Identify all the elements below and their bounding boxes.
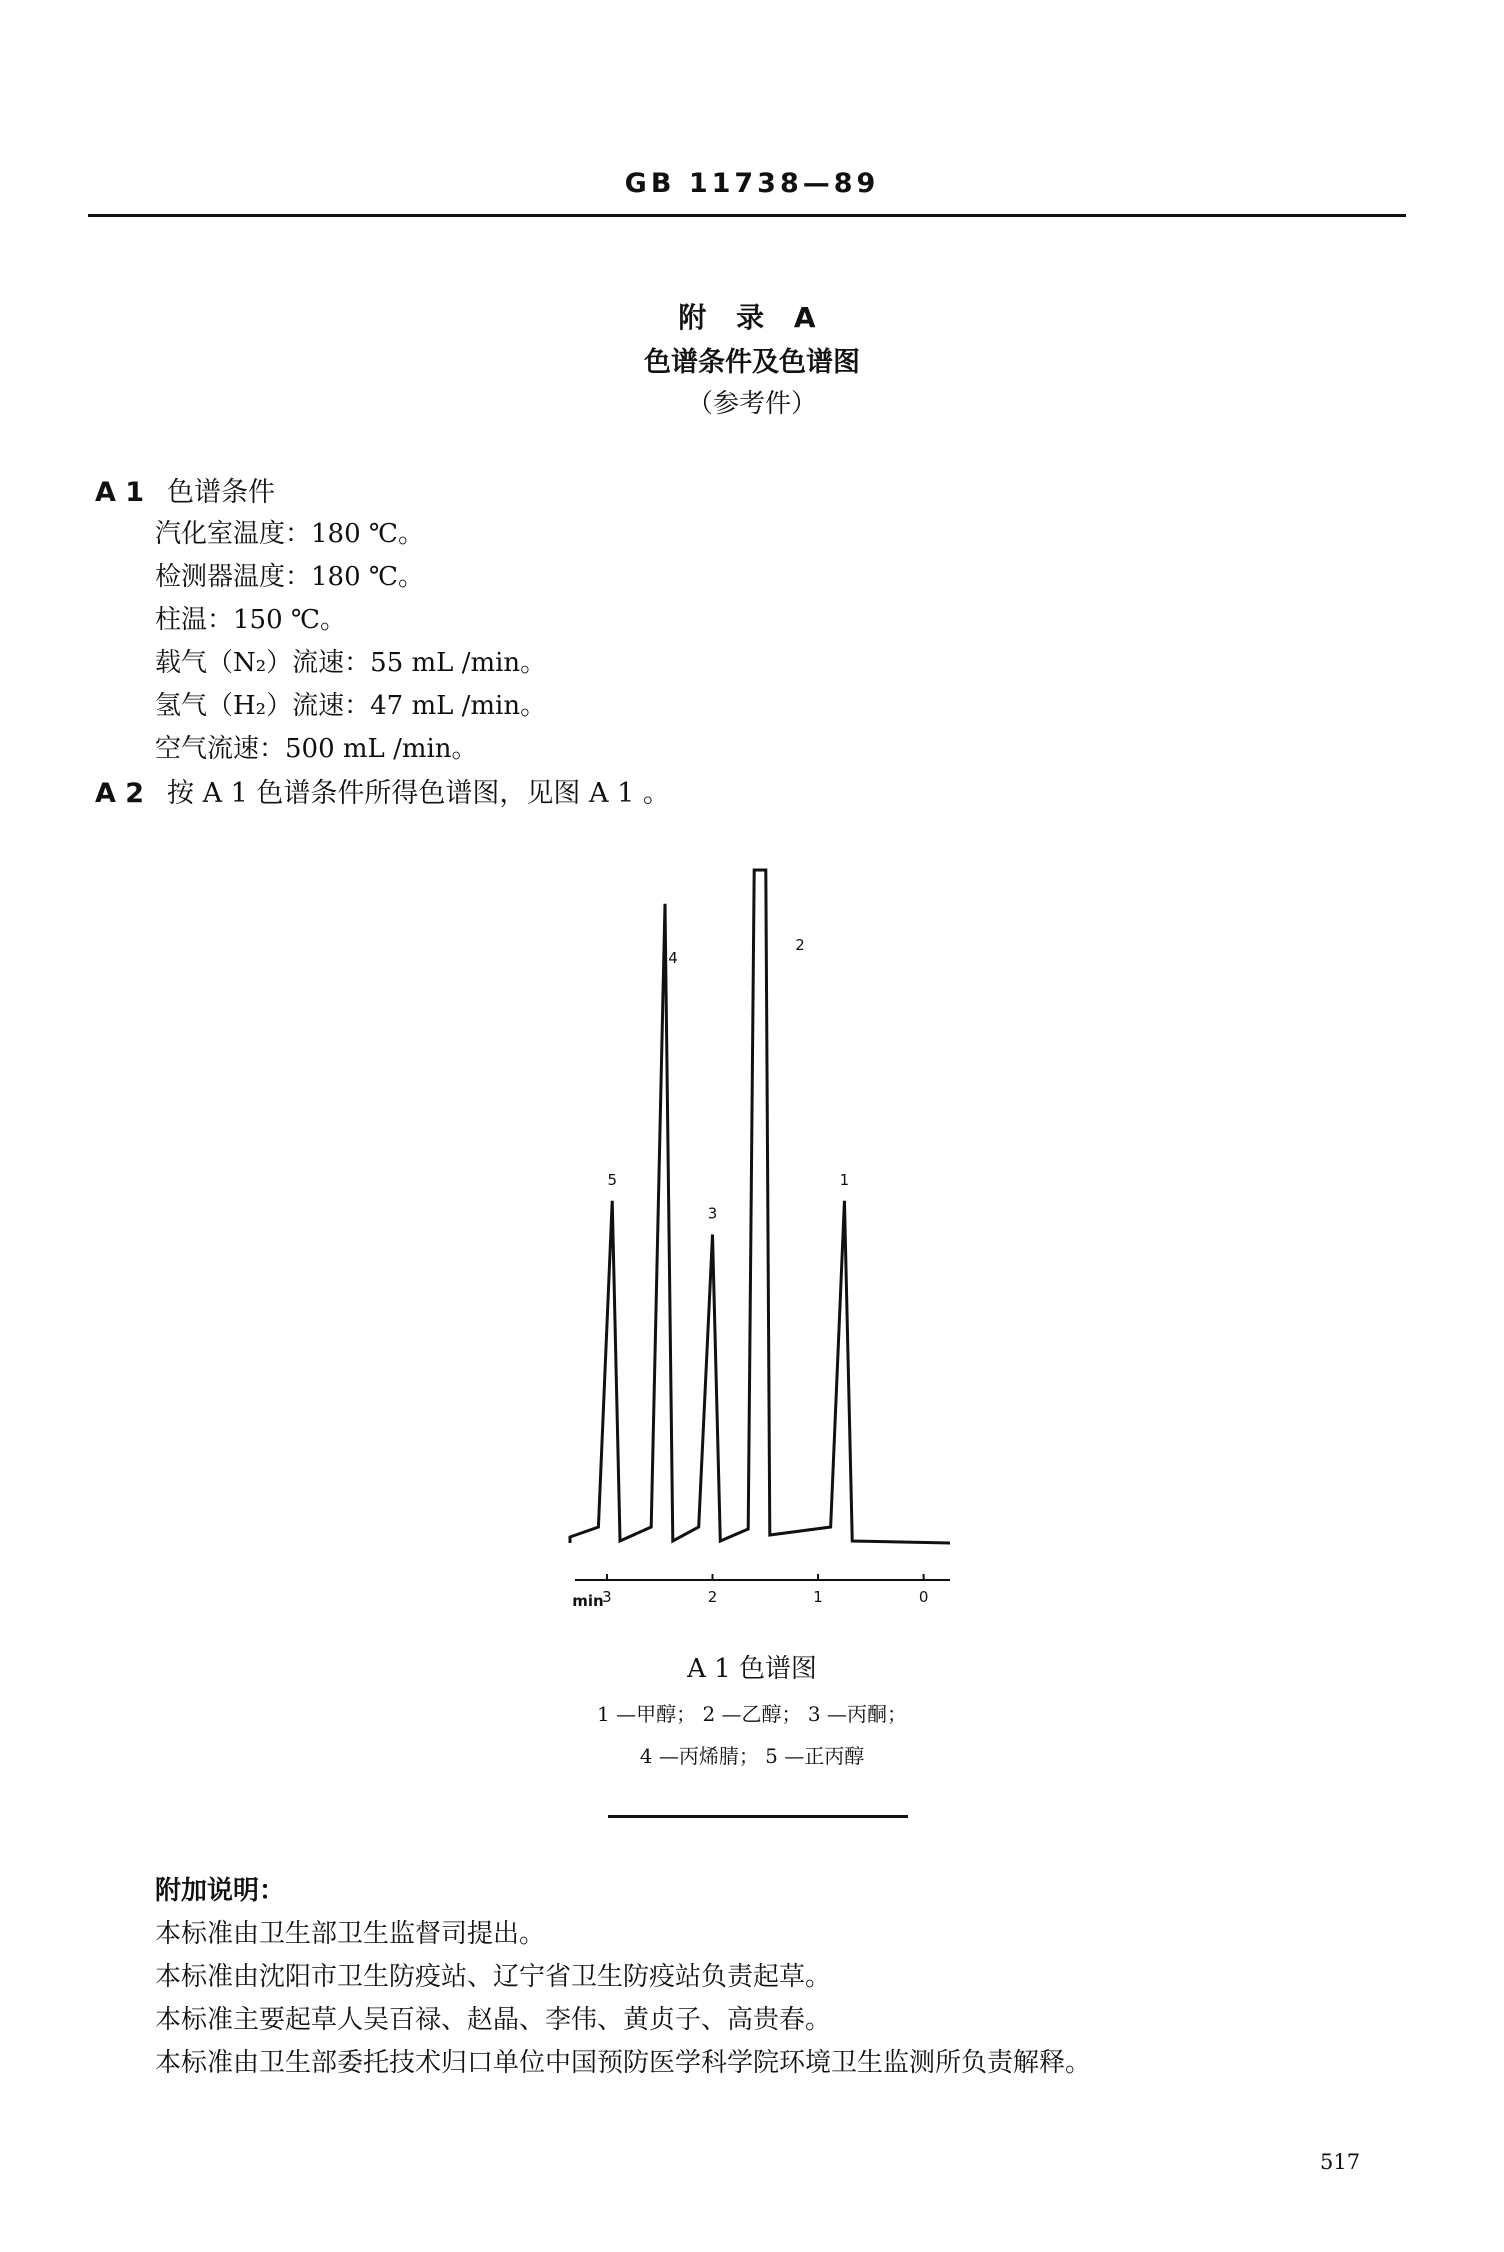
peak-label-4: 4 [668, 948, 678, 967]
header-rule [88, 214, 1406, 217]
figure-legend-line-1: 1 —甲醇； 2 —乙醇； 3 —丙酮； [597, 1702, 907, 1726]
appendix-title: 附 录 A [678, 301, 826, 334]
figure-divider [608, 1815, 908, 1818]
tick-label-1: 1 [813, 1588, 823, 1606]
chromatogram-trace [570, 870, 950, 1543]
x-axis-label: min [572, 1592, 604, 1610]
appendix-subtitle: 色谱条件及色谱图 [644, 347, 860, 378]
section-a2 [95, 771, 670, 810]
notes-line-4: 本标准由卫生部委托技术归口单位中国预防医学科学院环境卫生监测所负责解释。 [155, 2048, 1092, 2078]
peak-label-1: 1 [839, 1170, 850, 1189]
standard-number: GB 11738—89 [624, 168, 880, 199]
notes-line-1: 本标准由卫生部卫生监督司提出。 [155, 1919, 546, 1949]
condition-column-temp: 柱温：150 ℃。 [155, 605, 346, 635]
condition-detector-temp: 检测器温度：180 ℃。 [155, 562, 424, 592]
tick-label-0: 0 [918, 1588, 929, 1606]
tick-label-2: 2 [707, 1588, 718, 1606]
tick-label-3: 3 [602, 1588, 612, 1606]
section-a2-number: A 2 [95, 778, 145, 809]
section-a2-text: 按 A 1 色谱条件所得色谱图，见图 A 1 。 [167, 778, 670, 809]
figure-caption: A 1 色谱图 [687, 1654, 817, 1684]
section-a1-heading [95, 470, 275, 509]
peak-label-5: 5 [607, 1170, 617, 1189]
appendix-note: （参考件） [686, 389, 817, 419]
notes-line-2: 本标准由沈阳市卫生防疫站、辽宁省卫生防疫站负责起草。 [155, 1962, 832, 1992]
notes-title: 附加说明： [155, 1876, 286, 1906]
peak-label-3: 3 [707, 1204, 718, 1223]
condition-hydrogen-flow: 氢气（H₂）流速：47 mL /min。 [155, 691, 547, 721]
condition-carrier-gas-flow: 载气（N₂）流速：55 mL /min。 [155, 648, 547, 678]
chromatogram-chart [560, 850, 960, 1620]
notes-line-3: 本标准主要起草人吴百禄、赵晶、李伟、黄贞子、高贵春。 [155, 2005, 832, 2035]
peak-label-2: 2 [795, 936, 805, 954]
condition-vaporizer-temp: 汽化室温度：180 ℃。 [155, 519, 424, 549]
page-number: 517 [1320, 2150, 1361, 2174]
condition-air-flow: 空气流速：500 mL /min。 [155, 734, 478, 764]
section-a1-title: 色谱条件 [167, 477, 275, 508]
section-a1-number: A 1 [95, 477, 145, 508]
figure-legend-line-2: 4 —丙烯腈； 5 —正丙醇 [639, 1744, 865, 1768]
